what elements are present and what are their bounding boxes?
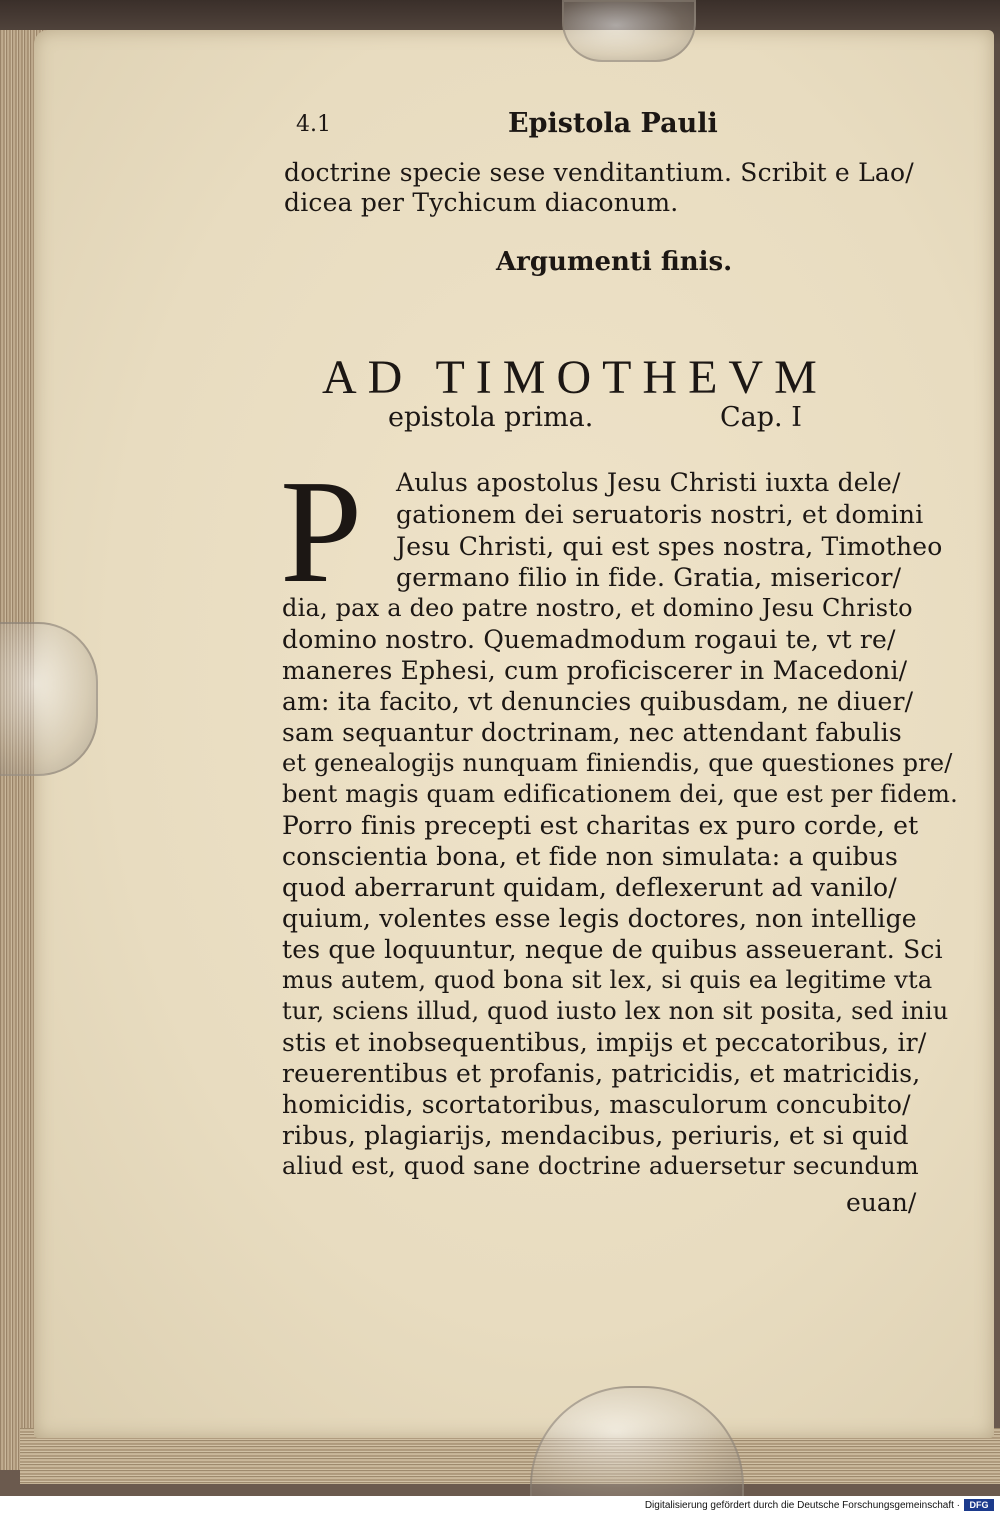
section-title: AD TIMOTHEVM bbox=[322, 351, 828, 404]
body-line: et genealogijs nunquam finiendis, que questiones pre/ bbox=[282, 749, 953, 777]
argument-end: Argumenti finis. bbox=[496, 247, 733, 277]
body-line: germano filio in fide. Gratia, misericor/ bbox=[396, 563, 902, 592]
body-line: am: ita facito, vt denuncies quibusdam, ne diuer/ bbox=[282, 687, 914, 716]
body-line: bent magis quam edificationem dei, que est per fidem. bbox=[282, 780, 958, 808]
body-line: reuerentibus et profanis, patricidis, et matricidis, bbox=[282, 1059, 921, 1088]
body-line: mus autem, quod bona sit lex, si quis ea legitime vta bbox=[282, 966, 933, 994]
body-line: dia, pax a deo patre nostro, et domino Jesu Christo bbox=[282, 594, 913, 622]
argument-line: dicea per Tychicum diaconum. bbox=[284, 188, 679, 217]
chapter-label: Cap. I bbox=[720, 402, 802, 433]
catchword: euan/ bbox=[846, 1188, 917, 1217]
section-subtitle: epistola prima. bbox=[388, 402, 594, 433]
body-line: conscientia bona, et fide non simulata: a quibus bbox=[282, 842, 899, 871]
body-line: quod aberrarunt quidam, deflexerunt ad vanilo/ bbox=[282, 873, 897, 902]
body-line: Porro finis precepti est charitas ex puro corde, et bbox=[282, 811, 919, 840]
running-title: Epistola Pauli bbox=[508, 108, 718, 139]
body-line: aliud est, quod sane doctrine aduersetur secundum bbox=[282, 1152, 919, 1180]
dfg-logo: DFG bbox=[964, 1499, 994, 1511]
body-line: homicidis, scortatoribus, masculorum concubito/ bbox=[282, 1090, 911, 1119]
body-line: ribus, plagiarijs, mendacibus, periuris, et si quid bbox=[282, 1121, 909, 1150]
page-clip-top bbox=[562, 0, 696, 62]
body-line: quium, volentes esse legis doctores, non intellige bbox=[282, 904, 917, 933]
body-line: Jesu Christi, qui est spes nostra, Timotheo bbox=[396, 532, 943, 561]
page-number: 4.1 bbox=[296, 112, 331, 137]
body-line: maneres Ephesi, cum proficiscerer in Macedoni/ bbox=[282, 656, 908, 685]
body-line: tes que loquuntur, neque de quibus asseuerant. Sci bbox=[282, 935, 943, 964]
argument-line: doctrine specie sese venditantium. Scribit e Lao/ bbox=[284, 158, 914, 187]
body-line: tur, sciens illud, quod iusto lex non sit posita, sed iniu bbox=[282, 997, 949, 1025]
page-clip-left bbox=[0, 622, 98, 776]
body-line: domino nostro. Quemadmodum rogaui te, vt re/ bbox=[282, 625, 896, 654]
digitization-credit: Digitalisierung gefördert durch die Deutsche Forschungsgemeinschaft · bbox=[644, 1500, 960, 1511]
body-line: sam sequantur doctrinam, nec attendant fabulis bbox=[282, 718, 902, 747]
body-line: gationem dei seruatoris nostri, et domini bbox=[396, 500, 924, 529]
drop-capital: P bbox=[280, 450, 363, 614]
body-line: Aulus apostolus Jesu Christi iuxta dele/ bbox=[396, 468, 901, 497]
body-line: stis et inobsequentibus, impijs et peccatoribus, ir/ bbox=[282, 1028, 927, 1057]
